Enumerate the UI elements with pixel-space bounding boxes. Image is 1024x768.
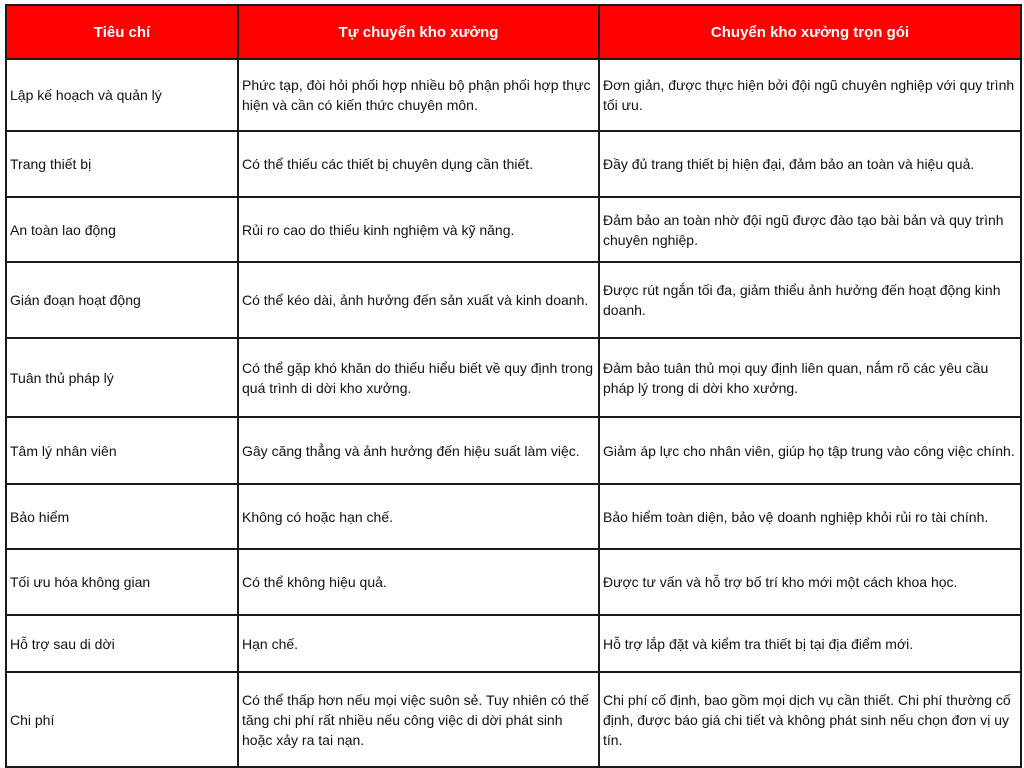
self-moving-cell: Rủi ro cao do thiếu kinh nghiệm và kỹ năng. — [238, 197, 599, 262]
package-moving-cell: Đảm bảo tuân thủ mọi quy định liên quan, nắm rõ các yêu cầu pháp lý trong di dời kho xưởng. — [599, 338, 1021, 417]
criterion-cell: Lập kế hoạch và quản lý — [6, 59, 238, 131]
header-criterion: Tiêu chí — [6, 5, 238, 59]
criterion-cell: Gián đoạn hoạt động — [6, 262, 238, 338]
self-moving-cell: Gây căng thẳng và ảnh hưởng đến hiệu suất làm việc. — [238, 417, 599, 484]
criterion-cell: Trang thiết bị — [6, 131, 238, 197]
criterion-cell: Tuân thủ pháp lý — [6, 338, 238, 417]
header-self-moving: Tự chuyển kho xưởng — [238, 5, 599, 59]
criterion-cell: Hỗ trợ sau di dời — [6, 615, 238, 672]
header-row — [6, 5, 1021, 59]
self-moving-cell: Hạn chế. — [238, 615, 599, 672]
package-moving-cell: Giảm áp lực cho nhân viên, giúp họ tập trung vào công việc chính. — [599, 417, 1021, 484]
self-moving-cell: Có thể kéo dài, ảnh hưởng đến sản xuất và kinh doanh. — [238, 262, 599, 338]
criterion-cell: Chi phí — [6, 672, 238, 767]
self-moving-cell: Có thể thiếu các thiết bị chuyên dụng cần thiết. — [238, 131, 599, 197]
self-moving-cell: Có thể không hiệu quả. — [238, 549, 599, 615]
self-moving-cell: Không có hoặc hạn chế. — [238, 484, 599, 549]
package-moving-cell: Được tư vấn và hỗ trợ bố trí kho mới một cách khoa học. — [599, 549, 1021, 615]
package-moving-cell: Đơn giản, được thực hiện bởi đội ngũ chuyên nghiệp với quy trình tối ưu. — [599, 59, 1021, 131]
criterion-cell: Bảo hiểm — [6, 484, 238, 549]
table-row — [6, 262, 1021, 338]
self-moving-cell: Có thể thấp hơn nếu mọi việc suôn sẻ. Tuy nhiên có thế tăng chi phí rất nhiều nếu công việc di dời phát sinh hoặc xảy ra tai nạn. — [238, 672, 599, 767]
package-moving-cell: Đảm bảo an toàn nhờ đội ngũ được đào tạo bài bản và quy trình chuyên nghiệp. — [599, 197, 1021, 262]
table-row — [6, 131, 1021, 197]
package-moving-cell: Đầy đủ trang thiết bị hiện đại, đảm bảo an toàn và hiệu quả. — [599, 131, 1021, 197]
header-package-moving: Chuyển kho xưởng trọn gói — [599, 5, 1021, 59]
comparison-table — [5, 4, 1022, 768]
package-moving-cell: Hỗ trợ lắp đặt và kiểm tra thiết bị tại địa điểm mới. — [599, 615, 1021, 672]
self-moving-cell: Có thể gặp khó khăn do thiếu hiểu biết về quy định trong quá trình di dời kho xưởng. — [238, 338, 599, 417]
package-moving-cell: Chi phí cố định, bao gồm mọi dịch vụ cần thiết. Chi phí thường cố định, được báo giá chi tiết và không phát sinh nếu chọn đơn vị uy tín. — [599, 672, 1021, 767]
table-row — [6, 417, 1021, 484]
table-row — [6, 615, 1021, 672]
criterion-cell: An toàn lao động — [6, 197, 238, 262]
table-header — [6, 5, 1021, 59]
criterion-cell: Tối ưu hóa không gian — [6, 549, 238, 615]
table-row — [6, 338, 1021, 417]
package-moving-cell: Được rút ngắn tối đa, giảm thiểu ảnh hưởng đến hoạt động kinh doanh. — [599, 262, 1021, 338]
table-row — [6, 549, 1021, 615]
table-row — [6, 484, 1021, 549]
criterion-cell: Tâm lý nhân viên — [6, 417, 238, 484]
table-row — [6, 197, 1021, 262]
table-body — [6, 59, 1021, 767]
package-moving-cell: Bảo hiểm toàn diện, bảo vệ doanh nghiệp khỏi rủi ro tài chính. — [599, 484, 1021, 549]
self-moving-cell: Phức tạp, đòi hỏi phối hợp nhiều bộ phận phối hợp thực hiện và cần có kiến thức chuyên môn. — [238, 59, 599, 131]
table-row — [6, 59, 1021, 131]
